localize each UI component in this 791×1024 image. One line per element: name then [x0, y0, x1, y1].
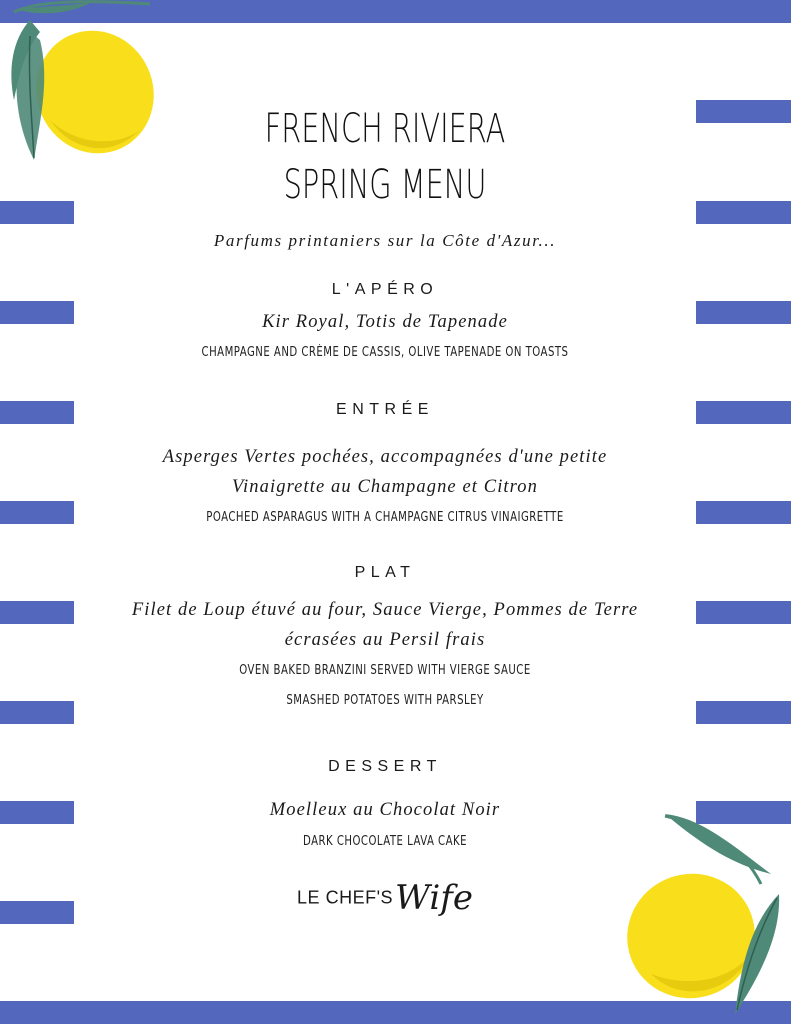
section-heading-apero: L'APÉRO: [331, 281, 439, 298]
stripe-left: [0, 401, 74, 424]
stripe-right: [696, 201, 791, 224]
stripe-left: [0, 901, 74, 924]
dish-description: OVEN BAKED BRANZINI SERVED WITH VIERGE SAUCE: [239, 663, 531, 678]
stripe-right: [696, 601, 791, 624]
stripe-right: [696, 501, 791, 524]
signature-prefix: LE CHEF'S: [297, 887, 394, 908]
signature-script: Wife: [395, 878, 473, 918]
dish-entree-line2: Vinaigrette au Champagne et Citron: [232, 477, 538, 497]
dish-description: CHAMPAGNE AND CRÈME DE CASSIS, OLIVE TAPENADE ON TOASTS: [201, 345, 569, 360]
menu-title-line1: FRENCH RIVIERA: [264, 106, 506, 152]
stripe-right: [696, 301, 791, 324]
stripe-left: [0, 501, 74, 524]
dish-apero: Kir Royal, Totis de Tapenade: [262, 312, 508, 332]
section-heading-plat: PLAT: [354, 564, 416, 581]
stripe-right: [696, 401, 791, 424]
dish-plat-line1: Filet de Loup étuvé au four, Sauce Vierge, Pommes de Terre: [131, 600, 639, 620]
section-heading-entree: ENTRÉE: [336, 401, 434, 418]
menu: [74, 0, 696, 1024]
stripe-right: [696, 100, 791, 123]
dish-plat-line2: écrasées au Persil frais: [284, 630, 486, 650]
stripe-left: [0, 301, 74, 324]
stripe-left: [0, 601, 74, 624]
stripe-left: [0, 201, 74, 224]
menu-tagline: Parfums printaniers sur la Côte d'Azur...: [213, 231, 557, 250]
dish-dessert: Moelleux au Chocolat Noir: [269, 800, 501, 820]
dish-description: SMASHED POTATOES WITH PARSLEY: [286, 693, 484, 708]
signature-logo: [74, 878, 696, 918]
section-heading-dessert: DESSERT: [328, 758, 442, 775]
menu-title-line2: SPRING MENU: [283, 162, 487, 208]
stripe-left: [0, 801, 74, 824]
dish-description: POACHED ASPARAGUS WITH A CHAMPAGNE CITRUS VINAIGRETTE: [206, 510, 564, 525]
dish-entree-line1: Asperges Vertes pochées, accompagnées d'une petite: [162, 447, 608, 467]
stripe-right: [696, 701, 791, 724]
dish-description: DARK CHOCOLATE LAVA CAKE: [302, 834, 468, 849]
stripe-left: [0, 701, 74, 724]
